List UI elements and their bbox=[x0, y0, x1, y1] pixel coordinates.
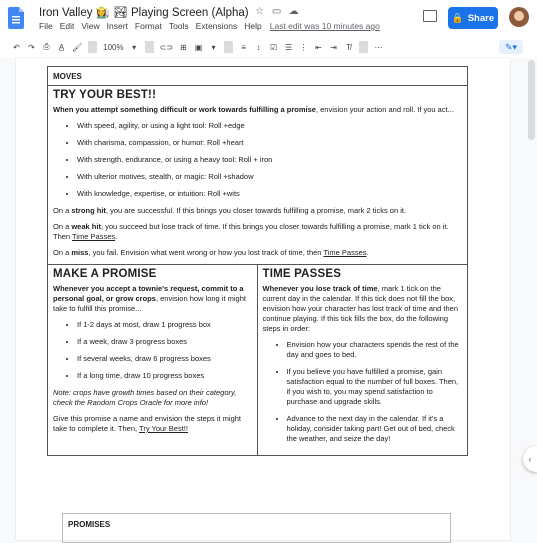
insert-image-icon[interactable]: ▣ bbox=[194, 42, 203, 52]
menu-extensions[interactable]: Extensions bbox=[195, 21, 238, 31]
menu-view[interactable]: View bbox=[81, 21, 100, 31]
numbered-list-icon[interactable]: ⋮ bbox=[299, 42, 308, 52]
progress-box-list bbox=[53, 320, 252, 381]
chevron-down-icon[interactable]: ▾ bbox=[211, 42, 216, 52]
menu-insert[interactable]: Insert bbox=[106, 21, 128, 31]
zoom-select[interactable]: 100% bbox=[103, 42, 124, 52]
lock-icon: 🔒 bbox=[451, 12, 464, 24]
vertical-scrollbar[interactable] bbox=[528, 60, 535, 140]
comments-icon[interactable] bbox=[423, 10, 437, 22]
promises-header: PROMISES bbox=[68, 520, 111, 529]
cloud-status-icon[interactable]: ☁ bbox=[288, 6, 299, 17]
chevron-down-icon[interactable]: ▾ bbox=[132, 42, 137, 52]
time-passes-intro: Whenever you lose track of time, mark 1 tick on the current day in the calendar. If this tick does not fill the box, envision how your character has lost track of time and then continue playing. If this tick fills the box, do the following steps in order: bbox=[262, 284, 459, 333]
crops-note: Note: crops have growth times based on their category, check the Random Crops Oracle for more info! bbox=[53, 388, 237, 407]
increase-indent-icon[interactable]: ⇥ bbox=[330, 42, 337, 52]
line-spacing-icon[interactable]: ↕ bbox=[256, 42, 261, 52]
menu-tools[interactable]: Tools bbox=[168, 21, 189, 31]
toolbar bbox=[0, 36, 537, 59]
avatar[interactable] bbox=[509, 7, 529, 27]
list-item: • With strength, endurance, or using a heavy tool: Roll + iron bbox=[77, 155, 462, 165]
document-title-row bbox=[39, 4, 300, 20]
promises-table bbox=[62, 513, 451, 543]
list-item: • If several weeks, draw 6 progress boxes bbox=[77, 354, 252, 364]
list-item: • If a long time, draw 10 progress boxes bbox=[77, 371, 252, 381]
clear-formatting-icon[interactable]: T̸ bbox=[346, 42, 351, 52]
undo-icon[interactable]: ↶ bbox=[13, 42, 20, 52]
bulleted-list-icon[interactable]: ☰ bbox=[284, 42, 293, 52]
list-item: • Advance to the next day in the calendar. If it's a holiday, consider taking part! Get out of bed, check the weather, and seize the day! bbox=[287, 414, 463, 444]
list-item: • If a week, draw 3 progress boxes bbox=[77, 337, 252, 347]
make-a-promise-title: MAKE A PROMISE bbox=[53, 268, 157, 280]
moves-table bbox=[47, 66, 468, 456]
list-item: • With knowledge, expertise, or intuition: Roll +wits bbox=[77, 189, 462, 199]
menu-format[interactable]: Format bbox=[134, 21, 162, 31]
menu-edit[interactable]: Edit bbox=[59, 21, 75, 31]
last-edit-link[interactable]: Last edit was 10 minutes ago bbox=[269, 21, 380, 31]
menu-file[interactable]: File bbox=[39, 21, 53, 31]
more-options-icon[interactable]: ⋯ bbox=[374, 42, 383, 52]
decrease-indent-icon[interactable]: ⇤ bbox=[315, 42, 322, 52]
weak-hit-text: On a weak hit, you succeed but lose track of time. If this brings you closer towards fulfilling a promise, mark 1 tick on it. Then Time Passes. bbox=[53, 222, 449, 241]
redo-icon[interactable]: ↷ bbox=[28, 42, 35, 52]
paint-format-icon[interactable]: 🖌 bbox=[72, 42, 83, 52]
share-label: Share bbox=[467, 12, 495, 24]
align-left-icon[interactable]: ≡ bbox=[241, 42, 246, 52]
move-folder-icon[interactable]: ▭ bbox=[271, 6, 282, 17]
star-icon[interactable]: ☆ bbox=[255, 6, 265, 17]
list-item: • With speed, agility, or using a light tool: Roll +edge bbox=[77, 121, 462, 131]
moves-header: MOVES bbox=[48, 67, 467, 86]
add-comment-icon[interactable]: ⊞ bbox=[180, 42, 187, 52]
try-your-best-section bbox=[48, 86, 467, 264]
time-passes-title: TIME PASSES bbox=[262, 268, 342, 280]
menu-help[interactable]: Help bbox=[244, 21, 262, 31]
make-a-promise-intro: Whenever you accept a townie's request, commit to a personal goal, or grow crops, envision how long it might take to fulfill this promise... bbox=[53, 284, 246, 313]
list-item: • Envision how your characters spends the rest of the day and goes to bed. bbox=[287, 340, 463, 360]
toolbar-divider bbox=[145, 41, 154, 53]
make-a-promise-section bbox=[48, 265, 258, 455]
try-your-best-intro: When you attempt something difficult or work towards fulfilling a promise, envision your action and roll. If you act... bbox=[53, 105, 454, 114]
list-item: • If 1-2 days at most, draw 1 progress box bbox=[77, 320, 252, 330]
toolbar-divider bbox=[88, 41, 97, 53]
time-passes-link[interactable]: Time Passes bbox=[323, 248, 367, 257]
list-item: • With ulterior motives, stealth, or magic: Roll +shadow bbox=[77, 172, 462, 182]
strong-hit-text: On a strong hit, you are successful. If this brings you closer towards fulfilling a promise, mark 2 ticks on it. bbox=[53, 206, 407, 215]
list-item: • With charisma, compassion, or humor: Roll +heart bbox=[77, 138, 462, 148]
toolbar-divider bbox=[359, 41, 368, 53]
share-button[interactable] bbox=[448, 7, 498, 29]
link-icon[interactable]: ⊂⊃ bbox=[159, 42, 174, 52]
moves-two-column-row bbox=[48, 264, 467, 455]
time-passes-section bbox=[258, 265, 468, 455]
time-passes-link[interactable]: Time Passes bbox=[72, 232, 116, 241]
print-icon[interactable]: ⎙ bbox=[43, 42, 50, 51]
docs-logo-icon[interactable] bbox=[8, 7, 24, 29]
miss-text: On a miss, you fail. Envision what went wrong or how you lost track of time, then Time Passes. bbox=[53, 248, 369, 257]
try-your-best-link[interactable]: Try Your Best!! bbox=[139, 424, 188, 433]
document-title[interactable]: Iron Valley 👩‍🌾 🏞 Playing Screen (Alpha) bbox=[39, 7, 249, 19]
toolbar-divider bbox=[224, 41, 233, 53]
editing-mode-icon[interactable]: ✎▾ bbox=[499, 40, 523, 54]
app-header bbox=[0, 0, 537, 36]
chevron-left-icon[interactable]: ‹ bbox=[523, 446, 537, 472]
menu-bar bbox=[39, 21, 387, 31]
list-item: • If you believe you have fulfilled a promise, gain satisfaction equal to the number of full boxes. Then, if you wish to, you may spend satisfaction to purchase and upgrade skills. bbox=[287, 367, 463, 407]
try-your-best-title: TRY YOUR BEST!! bbox=[53, 89, 157, 101]
checklist-icon[interactable]: ☑ bbox=[269, 42, 278, 52]
spellcheck-icon[interactable]: A̲ bbox=[58, 42, 65, 52]
time-passes-steps bbox=[263, 340, 463, 444]
roll-list bbox=[53, 121, 462, 199]
make-a-promise-outro: Give this promise a name and envision the steps it might take to complete it. Then, Try Your Best!! bbox=[53, 414, 242, 433]
